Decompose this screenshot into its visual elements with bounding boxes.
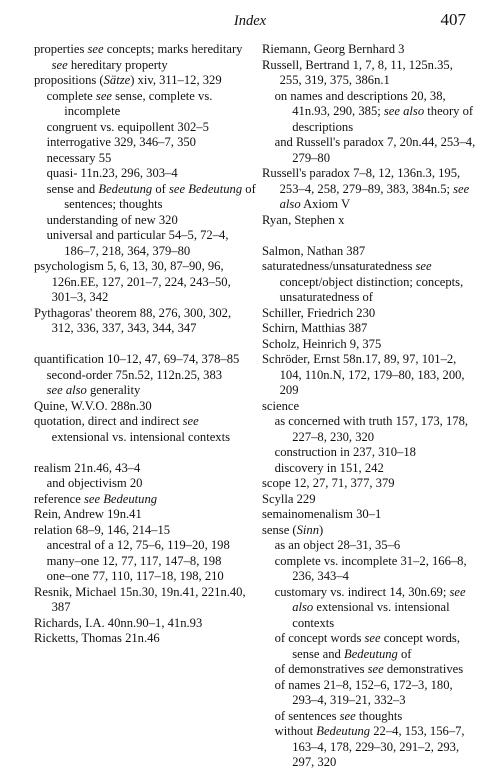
index-subentry: of demonstratives see demonstratives xyxy=(274,662,464,676)
letter-group-gap xyxy=(34,337,256,353)
index-subentry: as concerned with truth 157, 173, 178, 227–8, 230, 320 xyxy=(274,414,469,444)
index-entry: Riemann, Georg Bernhard 3 xyxy=(262,42,405,56)
index-entry: Pythagoras' theorem 88, 276, 300, 302, 312, 336, 337, 343, 344, 347 xyxy=(34,305,232,335)
index-subentry: one–one 77, 110, 117–18, 198, 210 xyxy=(46,569,224,583)
index-subentry: understanding of new 320 xyxy=(46,212,178,227)
index-subentry: necessary 55 xyxy=(46,150,112,165)
index-subentry: ancestral of a 12, 75–6, 119–20, 198 xyxy=(46,538,230,552)
index-subentry: discovery in 151, 242 xyxy=(274,460,384,475)
index-subentry: many–one 12, 77, 117, 147–8, 198 xyxy=(46,553,222,568)
index-entry: quantification 10–12, 47, 69–74, 378–85 xyxy=(34,352,240,366)
index-subentry: quasi- 11n.23, 296, 303–4 xyxy=(46,166,178,180)
index-entry: Ryan, Stephen x xyxy=(262,212,345,227)
index-entry: quotation, direct and indirect see extensional vs. intensional contexts xyxy=(34,414,231,444)
index-subentry: sense and Bedeutung of see Bedeutung of sentences; thoughts xyxy=(46,181,256,211)
index-subentry: second-order 75n.52, 112n.25, 383 xyxy=(46,367,223,382)
index-entry: Russell, Bertrand 1, 7, 8, 11, 125n.35, 255, 319, 375, 386n.1 xyxy=(262,57,453,87)
index-entry: saturatedness/unsaturatedness see concept/object distinction; concepts, unsaturatedness of xyxy=(262,259,464,304)
index-entry: Quine, W.V.O. 288n.30 xyxy=(34,398,152,413)
index-subentry: as an object 28–31, 35–6 xyxy=(274,538,401,552)
page-number: 407 xyxy=(440,10,466,29)
index-entry: Schröder, Ernst 58n.17, 89, 97, 101–2, 104, 110n.N, 172, 179–80, 183, 200, 209 xyxy=(262,352,465,397)
index-entry: sense (Sinn) xyxy=(262,522,324,537)
index-column-right xyxy=(262,42,476,771)
running-title: Index xyxy=(233,13,267,29)
index-column-left xyxy=(34,42,256,647)
letter-group-gap xyxy=(34,445,256,461)
page-header xyxy=(0,10,500,32)
index-entry: Russell's paradox 7–8, 12, 136n.3, 195, 253–4, 258, 279–89, 383, 384n.5; see also Axiom V xyxy=(262,166,470,211)
index-subentry: of concept words see concept words, sense and Bedeutung of xyxy=(274,631,460,661)
index-entry: Schirn, Matthias 387 xyxy=(262,321,368,335)
letter-group-gap xyxy=(262,228,476,244)
index-subentry: complete vs. incomplete 31–2, 166–8, 236, 343–4 xyxy=(274,553,467,583)
index-entry: Salmon, Nathan 387 xyxy=(262,243,366,258)
index-entry: Resnik, Michael 15n.30, 19n.41, 221n.40, 387 xyxy=(34,584,246,614)
index-entry: propositions (Sätze) xiv, 311–12, 329 xyxy=(34,73,222,87)
index-subentry: without Bedeutung 22–4, 153, 156–7, 163–4, 178, 229–30, 291–2, 293, 297, 320 xyxy=(274,724,465,769)
index-entry: scope 12, 27, 71, 377, 379 xyxy=(262,476,395,490)
index-entry: Rein, Andrew 19n.41 xyxy=(34,507,142,521)
index-entry: reference see Bedeutung xyxy=(34,491,158,506)
index-subentry: on names and descriptions 20, 38, 41n.93, 290, 385; see also theory of descriptions xyxy=(274,88,474,134)
index-entry: Scholz, Heinrich 9, 375 xyxy=(262,336,382,351)
index-subentry: and Russell's paradox 7, 20n.44, 253–4, 279–80 xyxy=(274,135,476,165)
index-subentry: of sentences see thoughts xyxy=(274,708,403,723)
index-subentry: congruent vs. equipollent 302–5 xyxy=(46,119,209,134)
index-subentry: customary vs. indirect 14, 30n.69; see also extensional vs. intensional contexts xyxy=(274,584,466,630)
index-subentry: and objectivism 20 xyxy=(46,476,143,490)
index-entry: Scylla 229 xyxy=(262,491,316,506)
index-entry: Schiller, Friedrich 230 xyxy=(262,305,376,320)
index-subentry: interrogative 329, 346–7, 350 xyxy=(46,135,196,149)
index-entry: Richards, I.A. 40nn.90–1, 41n.93 xyxy=(34,615,203,630)
index-subentry: construction in 237, 310–18 xyxy=(274,445,416,459)
index-subentry: universal and particular 54–5, 72–4, 186–7, 218, 364, 379–80 xyxy=(46,228,229,258)
index-entry: realism 21n.46, 43–4 xyxy=(34,460,141,475)
index-entry: semainomenalism 30–1 xyxy=(262,507,382,521)
index-entry: properties see concepts; marks hereditary see hereditary property xyxy=(34,42,243,72)
index-subentry: complete see sense, complete vs. incomplete xyxy=(46,88,213,118)
index-entry: science xyxy=(262,398,300,413)
index-entry: Ricketts, Thomas 21n.46 xyxy=(34,631,160,645)
index-subentry: of names 21–8, 152–6, 172–3, 180, 293–4, 319–21, 332–3 xyxy=(274,677,453,707)
index-subentry: see also generality xyxy=(46,383,141,397)
index-entry: relation 68–9, 146, 214–15 xyxy=(34,522,171,537)
index-entry: psychologism 5, 6, 13, 30, 87–90, 96, 126n.EE, 127, 201–7, 224, 243–50, 301–3, 342 xyxy=(34,259,231,304)
